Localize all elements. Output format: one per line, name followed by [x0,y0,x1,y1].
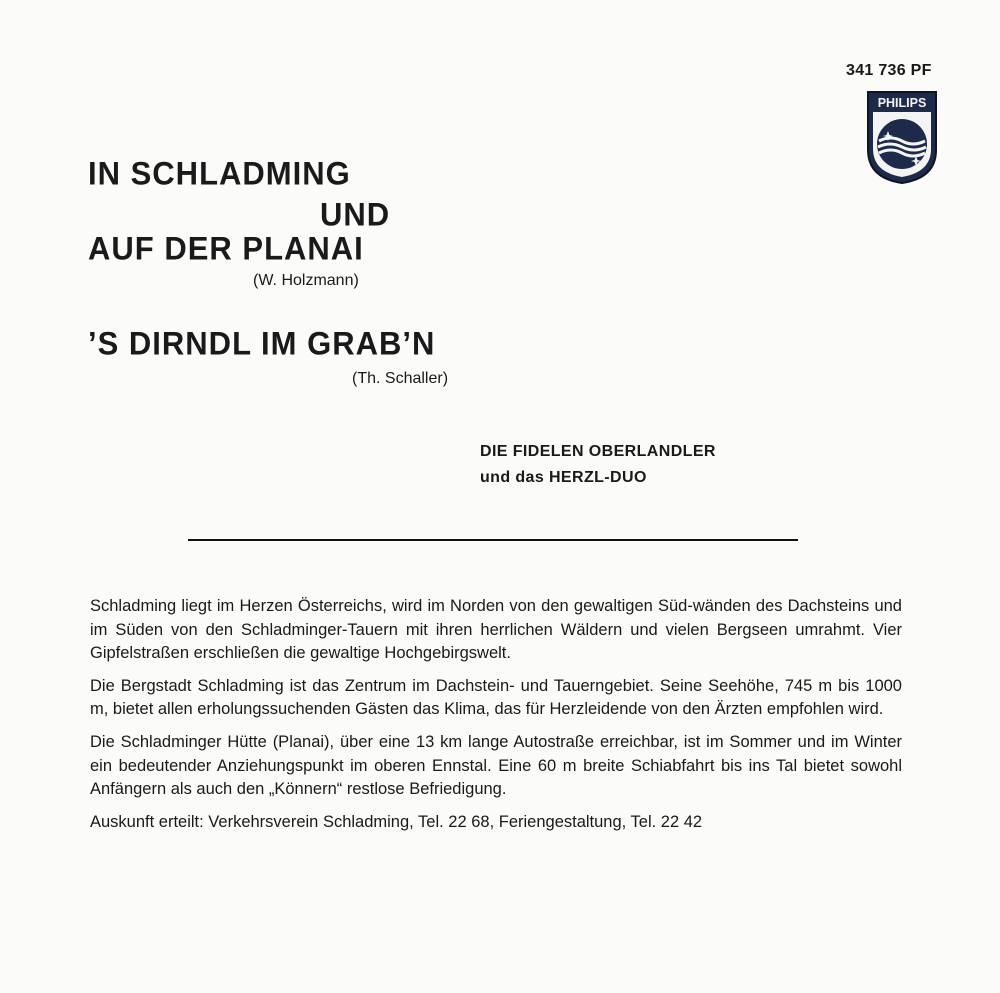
philips-shield-logo [864,88,940,186]
paragraph-2: Die Bergstadt Schladming ist das Zentrum im Dachstein- und Tauerngebiet. Seine Seehöhe, 745 m bis 1000 m, bietet allen erholungssuchenden Gästen das Klima, das für Herzleidende von den Ärzten empfohlen wird. [90,676,902,719]
paragraph-3: Die Schladminger Hütte (Planai), über eine 13 km lange Autostraße erreichbar, ist im Sommer und im Winter ein bedeutender Anziehungspunkt im oberen Ennstal. Eine 60 m breite Schiabfahrt bis ins Tal bietet sowohl Anfängern als auch den „Könnern“ restlose Befriedigung. [90,732,902,799]
catalog-number: 341 736 PF [846,62,932,79]
song2-credit: (Th. Schaller) [352,370,449,387]
song2-title: ’S DIRNDL IM GRAB’N [88,325,436,362]
artist-line2: und das HERZL-DUO [480,469,647,486]
song1-credit: (W. Holzmann) [253,272,359,289]
song1-title-line3: AUF DER PLANAI [88,230,364,267]
logo-text: PHILIPS [877,96,927,110]
song1-title-line2: UND [320,196,391,233]
paragraph-4: Auskunft erteilt: Verkehrsverein Schladming, Tel. 22 68, Feriengestaltung, Tel. 22 42 [90,812,703,831]
description-text [90,595,902,843]
artist-line1: DIE FIDELEN OBERLANDLER [480,443,716,460]
divider-rule [188,539,798,541]
song1-title-line1: IN SCHLADMING [88,155,351,192]
paragraph-1: Schladming liegt im Herzen Österreichs, wird im Norden von den gewaltigen Süd-wänden des Dachsteins und im Süden von den Schladminger-Tauern mit ihren herrlichen Wäldern und vielen Bergseen umrahmt. Vier Gipfelstraßen erschließen die gewaltige Hochgebirgswelt. [90,597,902,663]
